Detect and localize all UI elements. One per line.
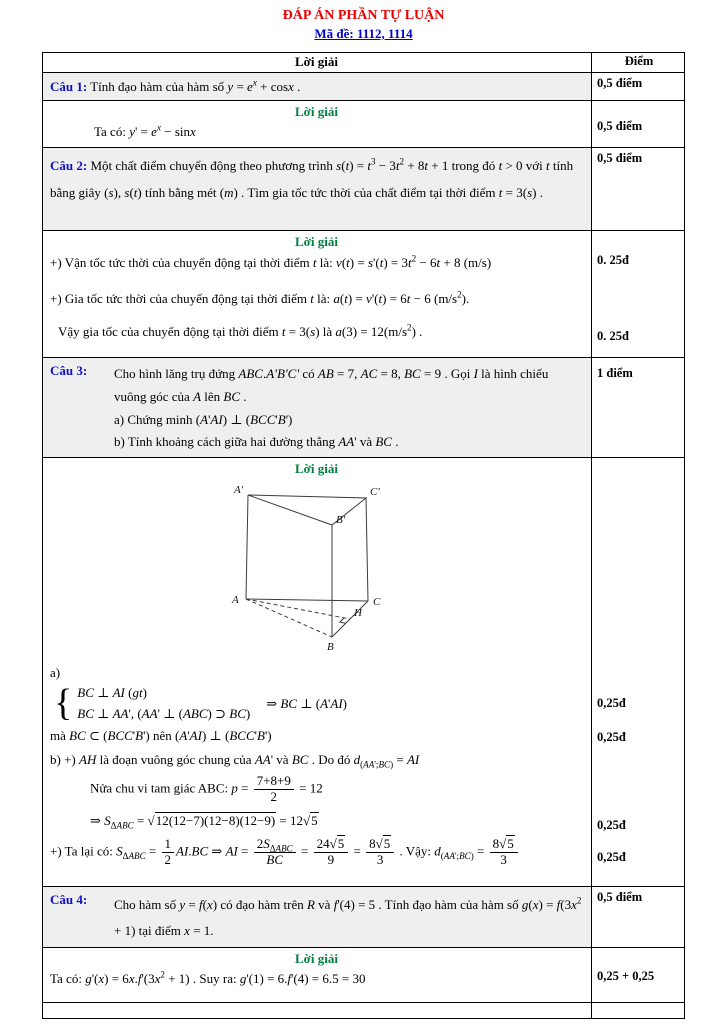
vertex-label-a-prime: A' bbox=[234, 484, 244, 496]
solution-2-line-conclusion: Vậy gia tốc của chuyển động tại thời điểm t = 3(s) là $a(3) = 12(m/s^2)$ . bbox=[58, 322, 423, 339]
solution-1-points-cell bbox=[592, 101, 684, 147]
question-1-points-cell bbox=[592, 73, 684, 100]
solution-1-row bbox=[43, 101, 684, 148]
left-brace-icon: { bbox=[54, 682, 73, 725]
question-4-body: Cho hàm số y = f(x) có đạo hàm trên R và f'(4) = 5 . Tính đạo hàm của hàm số $g(x) = f(3x^2 + 1)$ tại điểm x = 1. bbox=[114, 895, 582, 938]
system-line-2: BC ⊥ AA', (AA' ⊥ (ABC) ⊃ BC) bbox=[77, 706, 251, 721]
prism-vertex-labels bbox=[231, 484, 381, 653]
points-value: 0,25 + 0,25 bbox=[597, 969, 655, 983]
solution-3-cell bbox=[43, 458, 592, 886]
points-value: 1 điểm bbox=[597, 366, 633, 380]
solution-heading: Lời giải bbox=[295, 234, 338, 249]
solution-3-line-ma: mà BC ⊂ (BCC'B') nên (A'AI) ⊥ (BCC'B') bbox=[50, 728, 272, 743]
solution-heading: Lời giải bbox=[295, 951, 338, 966]
question-1-row bbox=[43, 73, 684, 101]
points-value: 0,25đ bbox=[597, 696, 626, 710]
system-conclusion: ⇒ BC ⊥ (A'AI) bbox=[266, 695, 347, 711]
prism-figure bbox=[208, 479, 408, 661]
document-title: ĐÁP ÁN PHẦN TỰ LUẬN bbox=[282, 8, 445, 23]
solution-heading: Lời giải bbox=[295, 104, 338, 119]
question-4-label: Câu 4: bbox=[50, 892, 88, 907]
exam-code: Mã đề: 1112, 1114 bbox=[314, 26, 413, 41]
question-2-text bbox=[50, 153, 583, 206]
solution-3-line-distance: +) Ta lại có: $S_{\Delta ABC}$ = $\frac{1}{2}$ AI.BC ⇒ AI = $\frac{2S_{\Delta ABC}}{BC}$ = $\frac{24√5}{9}$ = $\frac{8√5}{3}$ . Vậy: $d_{(AA';BC)}$ = $\frac{8√5}{3}$ bbox=[50, 837, 583, 868]
solution-2-points-cell bbox=[592, 231, 684, 357]
points-value: 0,5 điểm bbox=[597, 151, 643, 165]
table-header-row bbox=[43, 53, 684, 73]
question-1-label: Câu 1: bbox=[50, 79, 88, 94]
solution-heading: Lời giải bbox=[295, 461, 338, 476]
question-4-row bbox=[43, 887, 684, 948]
solution-2-row bbox=[43, 231, 684, 358]
solution-3-row bbox=[43, 458, 684, 887]
vertex-label-c-prime: C' bbox=[370, 486, 380, 498]
question-1-body: Tính đạo hàm của hàm số $y = e^x + \cos x$ . bbox=[90, 77, 301, 94]
points-value: 0,25đ bbox=[597, 818, 626, 832]
part-a-label: a) bbox=[50, 665, 61, 680]
question-3-cell bbox=[43, 358, 592, 457]
solution-3-line-perimeter: Nửa chu vi tam giác ABC: p = $\frac{7+8+9}{2}$ = 12 bbox=[90, 773, 323, 804]
points-value: 0,25đ bbox=[597, 730, 626, 744]
question-4-cell bbox=[43, 887, 592, 947]
solution-2-line-acceleration: +) Gia tốc tức thời của chuyển động tại thời điểm t là: a(t) = v'(t) = 6t − 6 $(m/s^2)$. bbox=[50, 289, 470, 306]
question-3-points-cell bbox=[592, 358, 684, 457]
question-2-label: Câu 2: bbox=[50, 158, 88, 173]
solution-3-points-cell bbox=[592, 458, 684, 886]
system-rows bbox=[77, 685, 250, 722]
solution-2-cell bbox=[43, 231, 592, 357]
column-header-solution: Lời giải bbox=[43, 53, 592, 72]
prism-edges bbox=[246, 495, 368, 637]
points-value: 0. 25đ bbox=[597, 253, 629, 267]
points-value: 0,5 điểm bbox=[597, 119, 643, 133]
question-2-body: Một chất điểm chuyển động theo phương trình $s(t) = t^3 - 3t^2 + 8t + 1$ trong đó t > 0 với t tính bằng giây (s), s(t) tính bằng mét (m) . Tìm gia tốc tức thời của chất điểm tại thời điểm t = 3(s) . bbox=[50, 156, 574, 200]
question-4-points-cell bbox=[592, 887, 684, 947]
solution-1-line: Ta có: $y' = e^x - \sin x$ bbox=[94, 122, 196, 139]
points-value: 0,5 điểm bbox=[597, 890, 643, 904]
vertex-label-b-prime: B' bbox=[336, 514, 346, 526]
solution-1-cell bbox=[43, 101, 592, 147]
points-value: 0,5 điểm bbox=[597, 76, 643, 90]
vertex-label-a: A bbox=[232, 594, 239, 606]
empty-points-cell bbox=[592, 1003, 684, 1018]
vertex-label-b: B bbox=[327, 641, 334, 653]
solution-4-points-cell bbox=[592, 948, 684, 1002]
question-3-body: Cho hình lăng trụ đứng ABC.A'B'C' có AB = 7, AC = 8, BC = 9 . Gọi I là hình chiếu vuông góc của A lên BC . a) Chứng minh (A'AI) ⊥ (BCC'B') b) Tính khoảng cách giữa hai đường thẳng AA' và BC . bbox=[114, 366, 549, 450]
question-2-points-cell bbox=[592, 148, 684, 230]
vertex-label-c: C bbox=[373, 596, 381, 608]
question-1-text bbox=[50, 79, 583, 95]
question-2-cell bbox=[43, 148, 592, 230]
vertex-label-h: H bbox=[354, 607, 362, 619]
solution-4-line: Ta có: $g'(x) = 6x.f'(3x^2 + 1)$ . Suy ra: g'(1) = 6.f'(4) = 6.5 = 30 bbox=[50, 969, 366, 986]
answer-table bbox=[42, 52, 685, 1019]
solution-3-line-b: b) +) AH là đoạn vuông góc chung của AA' và BC . Do đó $d_{(AA';BC)}$ = AI bbox=[50, 752, 420, 770]
question-2-row bbox=[43, 148, 684, 231]
part-a-system bbox=[54, 682, 583, 725]
question-3-label: Câu 3: bbox=[50, 363, 88, 378]
question-3-row bbox=[43, 358, 684, 458]
prism-figure-svg bbox=[208, 479, 408, 657]
solution-4-cell bbox=[43, 948, 592, 1002]
solution-4-row bbox=[43, 948, 684, 1003]
column-header-points: Điểm bbox=[624, 54, 654, 68]
points-value: 0. 25đ bbox=[597, 329, 629, 343]
solution-2-line-velocity: +) Vận tốc tức thời của chuyển động tại thời điểm t là: $v(t) = s'(t) = 3t^2 - 6t + 8$ (m/s) bbox=[50, 253, 492, 270]
empty-cell bbox=[43, 1003, 592, 1018]
points-value: 0,25đ bbox=[597, 850, 626, 864]
question-1-cell bbox=[43, 73, 592, 100]
solution-3-line-area: ⇒ $S_{\Delta ABC} = √12(12-7)(12-8)(12-9) = 12√5$ bbox=[90, 812, 318, 831]
system-line-1: BC ⊥ AI (gt) bbox=[77, 685, 147, 700]
empty-row bbox=[43, 1003, 684, 1018]
